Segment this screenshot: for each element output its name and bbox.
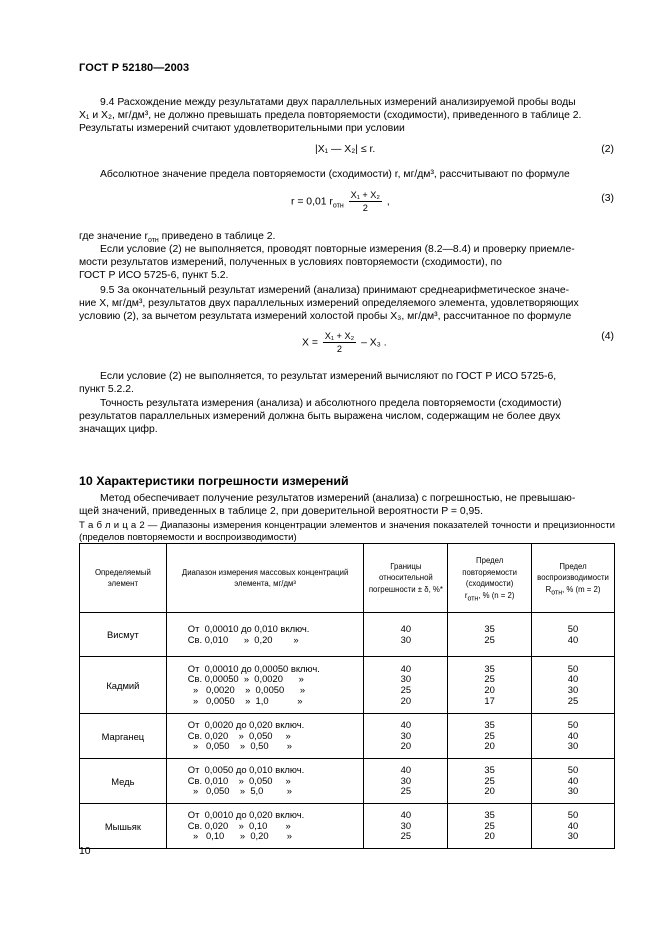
cell-repeatability	[448, 804, 532, 849]
range-line: От 0,00010 до 0,00050 включ.	[187, 662, 320, 674]
cell-delta	[364, 804, 448, 849]
value-line: 30	[400, 774, 412, 786]
col-header-element: Определяемый элемент	[80, 544, 167, 613]
value-line: 25	[484, 819, 495, 831]
text-sub: отн	[147, 237, 159, 245]
equation-number: (3)	[601, 193, 614, 204]
range-line: От 0,0050 до 0,010 включ.	[187, 764, 305, 776]
text-line: Результаты измерений считают удовлетворительными при условии	[79, 123, 405, 134]
cell-reproducibility	[532, 759, 615, 804]
value-line: 35	[484, 662, 495, 674]
value-line: 40	[400, 662, 412, 674]
value-line: 50	[567, 662, 579, 674]
fraction-numerator: X₁ + X₂	[324, 331, 355, 341]
cell-delta	[364, 657, 448, 714]
header-sub: отн	[551, 589, 563, 597]
cell-range	[166, 714, 364, 759]
value-line: 50	[567, 622, 579, 634]
value-line: 40	[567, 673, 579, 685]
text-line: условию (2), за вычетом результата измерений холостой пробы X₃, мг/дм³, рассчитанное по формуле	[79, 311, 572, 322]
cell-range	[166, 804, 364, 849]
text-part: приведено в таблице 2.	[158, 231, 276, 242]
value-line: 35	[484, 622, 495, 634]
text-line: ние X, мг/дм³, результатов двух параллельных измерений определяемого элемента, удовлетворяющих	[79, 298, 579, 309]
value-line: 20	[400, 694, 412, 706]
col-header-repeatability	[448, 544, 532, 613]
page-number: 10	[79, 846, 91, 857]
range-line: Св. 0,020 » 0,050 »	[187, 729, 291, 741]
table-row	[80, 657, 615, 714]
value-line: 50	[567, 719, 579, 731]
formula-4-left: X =	[302, 337, 318, 349]
value-line: 40	[567, 774, 579, 786]
value-line: 30	[400, 633, 412, 645]
cell-reproducibility	[532, 657, 615, 714]
header-text: Предел повторяемости (сходимости)	[462, 556, 517, 588]
cell-repeatability	[448, 657, 532, 714]
text-line: ГОСТ Р ИСО 5725-6, пункт 5.2.	[79, 270, 229, 281]
fraction	[349, 190, 382, 213]
text-line: значащих цифр.	[79, 424, 158, 435]
cell-element: Мышьяк	[80, 804, 167, 849]
value-line: 20	[484, 684, 495, 695]
range-line: Св. 0,020 » 0,10 »	[187, 819, 291, 831]
formula-3-tail: ,	[386, 196, 390, 208]
table-row	[80, 613, 615, 657]
value-line: 30	[400, 729, 412, 741]
value-line: 25	[400, 830, 412, 842]
table-row	[80, 804, 615, 849]
value-line: 40	[567, 633, 579, 645]
formula-3	[291, 190, 390, 213]
value-line: 40	[400, 809, 412, 821]
range-line: От 0,0010 до 0,020 включ.	[187, 809, 305, 821]
header-symbol: R	[545, 584, 552, 594]
value-line: 20	[400, 740, 412, 752]
header-text: , % (m = 2)	[562, 584, 601, 594]
range-line: » 0,050 » 0,50 »	[187, 740, 293, 752]
text-line: пункт 5.2.2.	[79, 384, 134, 395]
value-line: 25	[484, 673, 495, 685]
range-line: Св. 0,010 » 0,050 »	[187, 774, 291, 786]
cell-reproducibility	[532, 714, 615, 759]
value-line: 40	[400, 719, 412, 731]
header-symbol: r	[464, 590, 468, 600]
cell-element: Висмут	[80, 613, 167, 657]
value-line: 50	[567, 764, 579, 776]
formula-3-left: r = 0,01 r	[291, 196, 333, 208]
value-line: 50	[567, 809, 579, 821]
range-line: От 0,0020 до 0,020 включ.	[187, 719, 305, 731]
cell-delta	[364, 759, 448, 804]
value-line: 25	[400, 785, 412, 797]
value-line: 30	[400, 673, 412, 685]
cell-repeatability	[448, 714, 532, 759]
value-line: 25	[484, 633, 495, 645]
value-line: 25	[567, 694, 579, 706]
text-line: 9.4 Расхождение между результатами двух параллельных измерений анализируемой пробы воды	[100, 97, 576, 108]
cell-range	[166, 759, 364, 804]
range-line: » 0,050 » 5,0 »	[187, 785, 293, 797]
cell-element: Медь	[80, 759, 167, 804]
cell-element: Марганец	[80, 714, 167, 759]
value-line: 25	[400, 684, 412, 695]
document-header: ГОСТ Р 52180—2003	[79, 62, 190, 74]
col-header-range: Диапазон измерения массовых концентраций элемента, мг/дм³	[166, 544, 364, 613]
text-line: Если условие (2) не выполняется, то результат измерений вычисляют по ГОСТ Р ИСО 5725-6,	[100, 371, 557, 382]
equation-number: (4)	[601, 331, 614, 342]
text-line: X₁ и X₂, мг/дм³, не должно превышать предела повторяемости (сходимости), приведенного в таблице 2.	[79, 110, 582, 121]
value-line: 17	[484, 694, 495, 706]
formula-4-tail: – X₃ .	[361, 337, 387, 349]
text-line: мости результатов измерений, полученных в условиях повторяемости (сходимости), по	[79, 257, 502, 268]
section-title: 10 Характеристики погрешности измерений	[79, 474, 349, 488]
value-line: 30	[567, 740, 579, 752]
range-line: » 0,10 » 0,20 »	[187, 830, 293, 842]
text-line: Если условие (2) не выполняется, проводят повторные измерения (8.2—8.4) и проверку приемле-	[100, 244, 575, 255]
header-text: Предел воспроизводимости	[537, 561, 609, 583]
range-line: От 0,00010 до 0,010 включ.	[187, 622, 310, 634]
formula-4	[302, 331, 387, 354]
table-header-row	[80, 544, 615, 613]
col-header-reproducibility	[532, 544, 615, 613]
table-body	[80, 613, 615, 849]
range-line: » 0,0050 » 1,0 »	[187, 694, 303, 706]
header-text: , % (n = 2)	[478, 590, 515, 600]
value-line: 40	[400, 764, 412, 776]
cell-repeatability	[448, 613, 532, 657]
range-line: Св. 0,010 » 0,20 »	[187, 633, 299, 645]
value-line: 40	[567, 729, 579, 741]
cell-reproducibility	[532, 613, 615, 657]
text-line: щей значений, приведенных в таблице 2, при доверительной вероятности P = 0,95.	[79, 506, 483, 517]
value-line: 20	[484, 785, 495, 797]
text-part: где значение r	[79, 231, 148, 242]
text-line	[79, 230, 275, 243]
table-row	[80, 714, 615, 759]
equation-number: (2)	[601, 144, 614, 155]
range-line: Св. 0,00050 » 0,0020 »	[187, 673, 304, 685]
value-line: 30	[567, 830, 579, 842]
table-row	[80, 759, 615, 804]
value-line: 30	[567, 684, 579, 695]
cell-repeatability	[448, 759, 532, 804]
value-line: 20	[484, 740, 495, 752]
value-line: 30	[567, 785, 579, 797]
value-line: 40	[567, 819, 579, 831]
formula-3-sub: отн	[332, 202, 344, 210]
cell-reproducibility	[532, 804, 615, 849]
text-line: 9.5 За окончательный результат измерений (анализа) принимают среднеарифметическое значе-	[100, 285, 570, 296]
cell-range	[166, 613, 364, 657]
formula-2: |X₁ — X₂| ≤ r.	[315, 144, 376, 155]
table-caption: Т а б л и ц а 2 — Диапазоны измерения концентрации элементов и значения показателей точности и прецизионности (пределов повторяемости и воспроизводимости)	[79, 520, 615, 543]
fraction-denominator: 2	[336, 344, 343, 354]
text-line: Метод обеспечивает получение результатов измерений (анализа) с погрешностью, не превышаю-	[100, 493, 576, 504]
value-line: 40	[400, 622, 412, 634]
value-line: 25	[484, 729, 495, 741]
value-line: 25	[484, 774, 495, 786]
header-sub: отн	[467, 595, 479, 603]
value-line: 35	[484, 719, 495, 731]
text-line: Абсолютное значение предела повторяемости (сходимости) r, мг/дм³, рассчитывают по формуле	[100, 169, 570, 180]
text-line: результатов параллельных измерений должна быть выражена числом, содержащим не более двух	[79, 411, 561, 422]
col-header-delta: Границы относительной погрешности ± δ, %*	[364, 544, 448, 613]
cell-delta	[364, 613, 448, 657]
cell-element: Кадмий	[80, 657, 167, 714]
data-table	[79, 543, 615, 849]
value-line: 30	[400, 819, 412, 831]
cell-delta	[364, 714, 448, 759]
value-line: 35	[484, 809, 495, 821]
fraction-denominator: 2	[362, 203, 368, 213]
cell-range	[166, 657, 364, 714]
value-line: 20	[484, 830, 495, 842]
range-line: » 0,0020 » 0,0050 »	[187, 684, 306, 695]
fraction-numerator: X₁ + X₂	[350, 190, 380, 200]
value-line: 35	[484, 764, 495, 776]
text-line: Точность результата измерения (анализа) и абсолютного предела повторяемости (сходимости)	[100, 398, 562, 409]
fraction	[323, 331, 356, 354]
